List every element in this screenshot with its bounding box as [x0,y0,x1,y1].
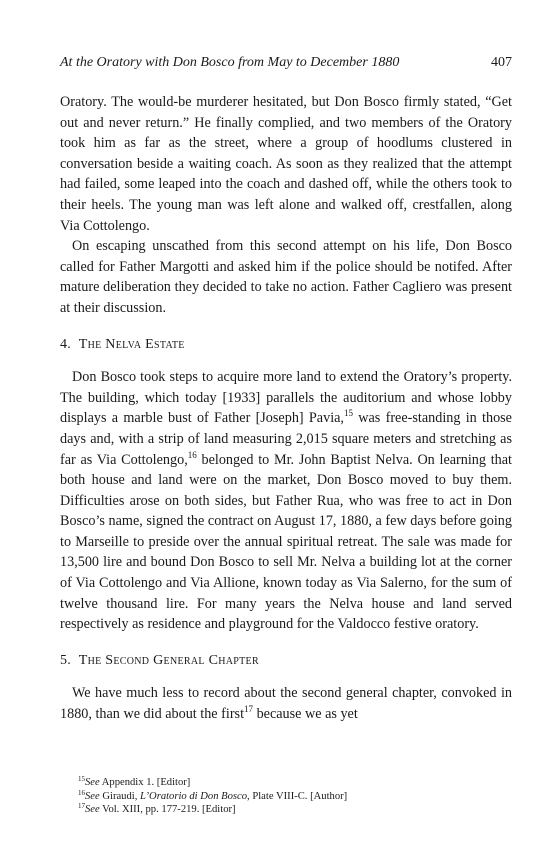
footnote-author: Giraudi, [99,790,141,802]
section-number: 5. [60,652,72,668]
page-number: 407 [491,55,512,70]
footnote [78,776,498,790]
paragraph: On escaping unscathed from this second attempt on his life, Don Bosco called for Father Margotti and asked him if the police should be notifed. After mature deliberation they decided to take no action. Father Cagliero was present at their discussion. [60,238,512,316]
paragraph-text: We have much less to record about the second general chapter, convoked in 1880, than we did about the first [60,685,512,723]
footnote [78,790,498,804]
footnote-see: See [85,804,100,816]
running-head-title: At the Oratory with Don Bosco from May to December 1880 [60,55,400,70]
paragraph-text: Don Bosco took steps to acquire more land to extend the Oratory’s property. The building, which today [1933] parallels the auditorium and whose lobby displays a marble bust of Father [Joseph] Pavia, [60,369,512,427]
footnote-ref[interactable]: 17 [244,704,254,715]
footnote-see: See [85,790,100,802]
body-text [60,92,512,725]
section-heading-4 [60,335,512,356]
paragraph-continued: Oratory. The would-be murderer hesitated, but Don Bosco firmly stated, “Get out and never return.” He finally complied, and two members of the Oratory took him as far as the street, where a group of hoodlums clustered in conversation beside a waiting coach. As soon as they realized that the attempt had failed, some leaped into the coach and dashed off, while the others took to their heels. The young man was left alone and walked off, crestfallen, along Via Cottolengo. [60,94,512,234]
section-title: The Nelva Estate [78,336,185,352]
running-head [60,55,512,77]
footnote [78,803,498,817]
footnote-work-title: L’Oratorio di Don Bosco [140,790,248,802]
section-heading-5 [60,651,512,672]
footnote-text: Vol. XIII, pp. 177-219. [Editor] [99,804,236,816]
paragraph-text: was free-standing in those days and, with a strip of land measuring 2,015 square meters and stretching as far as Via Cottolengo, [60,410,512,468]
footnote-marker: 16 [78,788,85,797]
footnotes [78,776,498,817]
paragraph [60,367,512,635]
footnote-ref[interactable]: 15 [343,408,353,419]
footnote-marker: 15 [78,775,85,783]
footnote-see: See [85,777,100,788]
footnote-text: Appendix 1. [Editor] [99,777,191,788]
paragraph [60,683,512,724]
footnote-text: , Plate VIII-C. [Author] [247,790,348,802]
footnote-marker: 17 [78,802,85,811]
footnote-ref[interactable]: 16 [187,449,197,460]
paragraph-text: belonged to Mr. John Baptist Nelva. On learning that both house and land were on the market, Don Bosco moved to buy them. Difficulties arose on both sides, but Father Rua, who was free to act in Don Bosco’s name, signed the contract on August 17, 1880, a few days before going to Marseille to preside over the annual spiritual retreat. The sale was made for 13,500 lire and bound Don Bosco to sell Mr. Nelva a building lot at the corner of Via Cottolengo and Via Allione, known today as Via Salerno, for the sum of twelve thousand lire. For many years the Nelva house and land served respectively as residence and playground for the Valdocco festive oratory. [60,451,513,633]
section-number: 4. [60,336,72,352]
paragraph-text: because we as yet [253,706,358,723]
section-title: The Second General Chapter [78,652,259,668]
